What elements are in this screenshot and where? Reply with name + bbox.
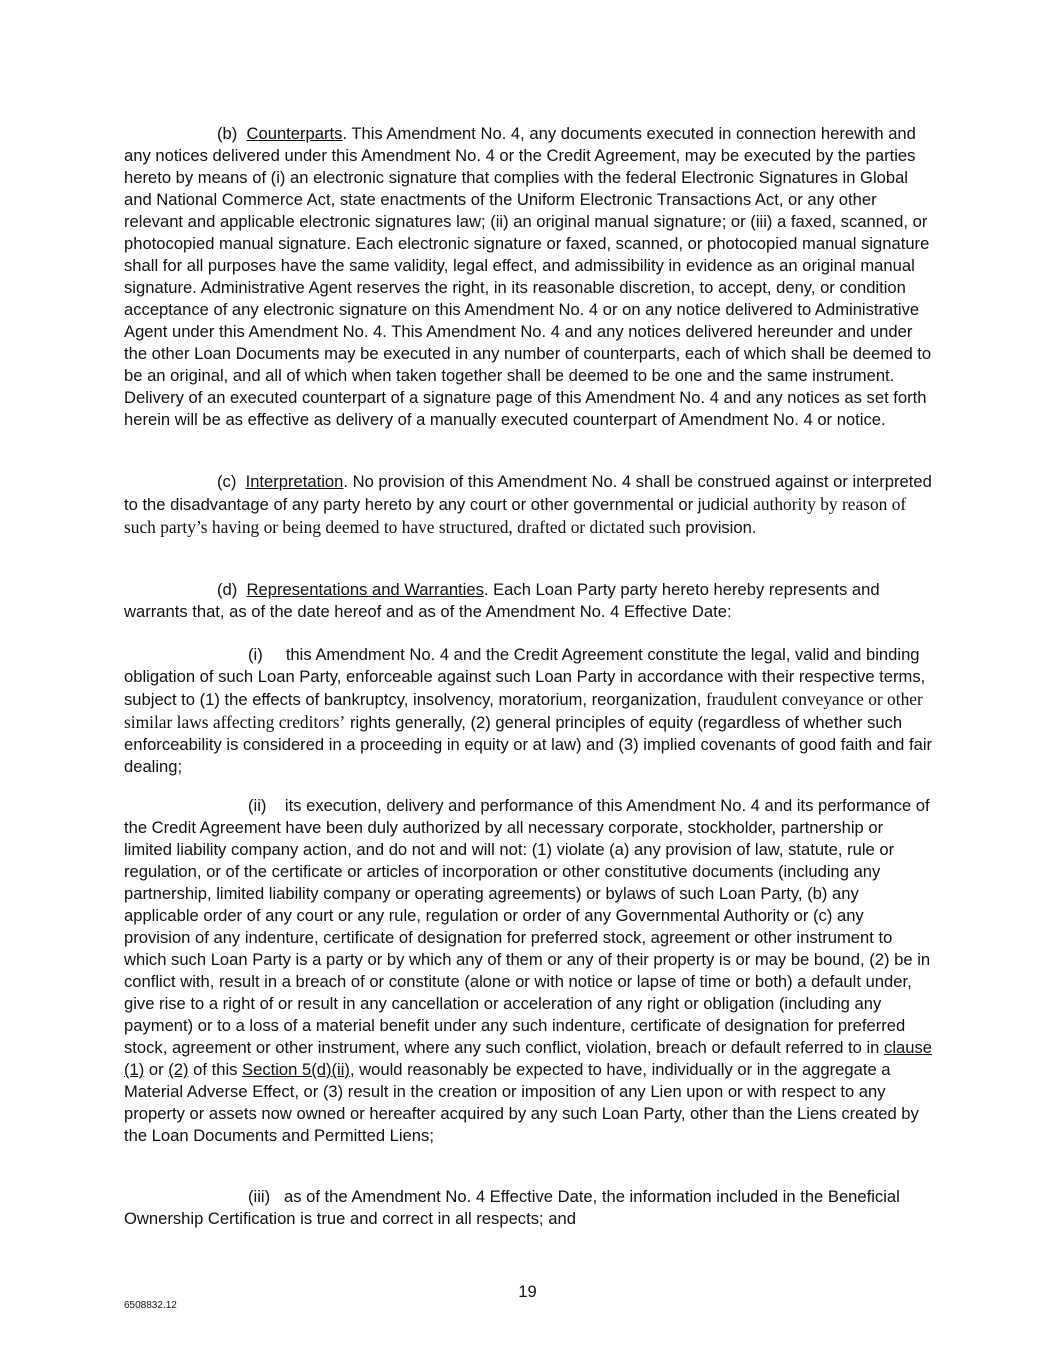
section-d-representations bbox=[124, 579, 934, 623]
clause-1-reference: clause (1) bbox=[124, 1038, 932, 1079]
section-d-ii-text-or: or bbox=[144, 1060, 169, 1079]
section-b-title: Counterparts bbox=[246, 124, 343, 143]
section-b-text: . This Amendment No. 4, any documents executed in connection herewith and any notices delivered under this Amendment No. 4 or the Credit Agreement, may be executed by the parties hereto by means of (i) an electronic signature that complies with the federal Electronic Signatures in Global and National Commerce Act, state enactments of the Uniform Electronic Transactions Act, or any other relevant and applicable electronic signatures law; (ii) an original manual signature; or (iii) a faxed, scanned, or photocopied manual signature. Each electronic signature or faxed, scanned, or photocopied manual signature shall for all purposes have the same validity, legal effect, and admissibility in evidence as an original manual signature. Administrative Agent reserves the right, in its reasonable discretion, to accept, deny, or condition acceptance of any electronic signature on this Amendment No. 4 or on any notice delivered to Administrative Agent under this Amendment No. 4. This Amendment No. 4 and any notices delivered hereunder and under the other Loan Documents may be executed in any number of counterparts, each of which shall be deemed to be an original, and all of which when taken together shall be deemed to be one and the same instrument. Delivery of an executed counterpart of a signature page of this Amendment No. 4 and any notices as set forth herein will be as effective as delivery of a manually executed counterpart of Amendment No. 4 or notice. bbox=[124, 124, 932, 429]
section-d-i bbox=[124, 644, 934, 778]
section-d-ii-label: (ii) bbox=[248, 796, 267, 815]
section-c-text-a: . No provision of this Amendment No. 4 shall be construed against or interpreted to the disadvantage of any party hereto by any court or other governmental or judicial bbox=[124, 472, 932, 514]
page-number: 19 bbox=[518, 1282, 537, 1301]
section-d-title: Representations and Warranties bbox=[246, 580, 484, 599]
section-d-i-text-serif: fraudulent conveyance or other similar laws affecting creditors’ bbox=[124, 689, 923, 732]
section-d-label: (d) bbox=[217, 580, 238, 599]
section-c-title: Interpretation bbox=[245, 472, 344, 491]
section-d-iii-label: (iii) bbox=[248, 1187, 271, 1206]
section-c-interpretation bbox=[124, 471, 934, 539]
document-id: 6508832.12 bbox=[124, 1300, 177, 1311]
section-d-i-label: (i) bbox=[248, 645, 263, 664]
section-c-text-b: provision. bbox=[680, 518, 757, 537]
section-d-i-text-b: rights generally, (2) general principles of equity (regardless of whether such enforceability is considered in a proceeding in equity or at law) and (3) implied covenants of good faith and fair dealing; bbox=[124, 713, 933, 776]
section-d-i-text-a: this Amendment No. 4 and the Credit Agreement constitute the legal, valid and binding obligation of such Loan Party, enforceable against such Loan Party in accordance with their respective terms, subject to (1) the effects of bankruptcy, insolvency, moratorium, reorganization, bbox=[124, 645, 926, 709]
clause-2-reference: (2) bbox=[168, 1060, 189, 1079]
section-d-iii-text: as of the Amendment No. 4 Effective Date, the information included in the Beneficial Ownership Certification is true and correct in all respects; and bbox=[124, 1187, 900, 1228]
section-c-label: (c) bbox=[217, 472, 237, 491]
section-d-text: . Each Loan Party party hereto hereby represents and warrants that, as of the date hereof and as of the Amendment No. 4 Effective Date: bbox=[124, 580, 880, 621]
section-d-ii-text-of: of this bbox=[188, 1060, 243, 1079]
section-d-ii-text-b: , would reasonably be expected to have, individually or in the aggregate a Material Adverse Effect, or (3) result in the creation or imposition of any Lien upon or with respect to any property or assets now owned or hereafter acquired by any such Loan Party, other than the Liens created by the Loan Documents and Permitted Liens; bbox=[124, 1060, 919, 1145]
section-d-ii bbox=[124, 795, 934, 1147]
section-b-counterparts bbox=[124, 123, 934, 431]
section-d-iii bbox=[124, 1186, 934, 1230]
section-d-ii-text-a: its execution, delivery and performance of this Amendment No. 4 and its performance of the Credit Agreement have been duly authorized by all necessary corporate, stockholder, partnership or limited liability company action, and do not and will not: (1) violate (a) any provision of law, statute, rule or regulation, or of the certificate or articles of incorporation or other constitutive documents (including any partnership, limited liability company or operating agreements) or bylaws of such Loan Party, (b) any applicable order of any court or any rule, regulation or order of any Governmental Authority or (c) any provision of any indenture, certificate of designation for preferred stock, agreement or other instrument to which such Loan Party is a party or by which any of them or any of their property is or may be bound, (2) be in conflict with, result in a breach of or constitute (alone or with notice or lapse of time or both) a default under, give rise to a right of or result in any cancellation or acceleration of any right or obligation (including any payment) or to a loss of a material benefit under any such indenture, certificate of designation for preferred stock, agreement or other instrument, where any such conflict, violation, breach or default referred to in bbox=[124, 796, 931, 1057]
section-c-text-serif: authority by reason of such party’s having or being deemed to have structured, drafted or dictated such bbox=[124, 494, 907, 537]
section-reference: Section 5(d)(ii) bbox=[242, 1060, 350, 1079]
section-b-label: (b) bbox=[217, 124, 238, 143]
